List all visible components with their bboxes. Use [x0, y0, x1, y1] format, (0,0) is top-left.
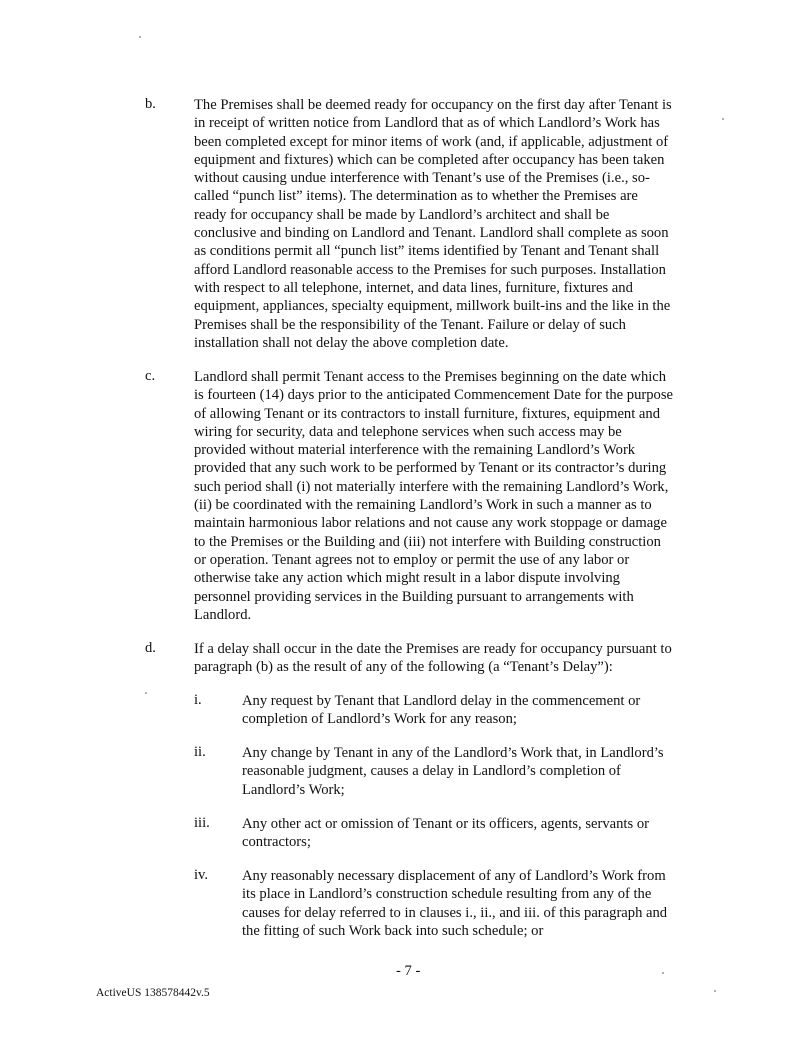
- text-line: equipment and fixtures) which can be completed after occupancy has been taken: [194, 151, 665, 168]
- text-line: If a delay shall occur in the date the Premises are ready for occupancy pursuant to: [194, 641, 672, 657]
- text-line: equipment, appliances, specialty equipment, millwork built-ins and the like in the: [194, 298, 671, 315]
- text-line: of allowing Tenant or its contractors to install furniture, fixtures, equipment and: [194, 405, 661, 422]
- text-line: (ii) be coordinated with the remaining Landlord’s Work in such a manner as to: [194, 497, 652, 514]
- text-line: in receipt of written notice from Landlord that as of which Landlord’s Work has: [194, 115, 660, 132]
- text-line: to the Premises or the Building and (iii) not interfere with Building construction: [194, 533, 661, 550]
- text-line: with respect to all telephone, internet, and data lines, furniture, fixtures and: [194, 279, 633, 296]
- subitem-text: [242, 867, 742, 940]
- scan-speck: [722, 118, 724, 120]
- text-line: conclusive and binding on Landlord and Tenant. Landlord shall complete as soon: [194, 225, 669, 242]
- scan-speck: [714, 990, 716, 992]
- text-line: Any request by Tenant that Landlord delay in the commencement or: [242, 693, 641, 709]
- text-line: without causing undue interference with Tenant’s use of the Premises (i.e., so-: [194, 170, 650, 187]
- text-line: Landlord’s Work;: [242, 781, 345, 798]
- text-line: installation shall not delay the above completion date.: [194, 334, 509, 351]
- subitem-text: [242, 744, 742, 799]
- text-line: causes for delay referred to in clauses i., ii., and iii. of this paragraph and: [242, 904, 668, 921]
- text-line: contractors;: [242, 834, 311, 851]
- text-line: personnel providing services in the Building pursuant to arrangements with: [194, 588, 634, 605]
- text-line: otherwise take any action which might result in a labor dispute involving: [194, 570, 620, 587]
- subitem-label: iii.: [194, 815, 210, 831]
- text-line: provided that any such work to be performed by Tenant or its contractor’s during: [194, 460, 667, 477]
- paragraph-text: [194, 96, 754, 352]
- text-line: such period shall (i) not materially interfere with the remaining Landlord’s Work,: [194, 478, 669, 495]
- text-line: or operation. Tenant agrees not to employ or permit the use of any labor or: [194, 551, 630, 568]
- text-line: ready for occupancy shall be made by Landlord’s architect and shall be: [194, 206, 610, 223]
- subitem-label: iv.: [194, 867, 209, 883]
- text-line: the fitting of such Work back into such schedule; or: [242, 922, 544, 939]
- text-line: paragraph (b) as the result of any of the following (a “Tenant’s Delay”):: [194, 659, 613, 676]
- text-line: Landlord shall permit Tenant access to the Premises beginning on the date which: [194, 369, 667, 385]
- text-line: been completed except for minor items of work (and, if applicable, adjustment of: [194, 133, 669, 150]
- text-line: provided without material interference with the remaining Landlord’s Work: [194, 442, 636, 459]
- text-line: Landlord.: [194, 606, 252, 623]
- subitem-text: [242, 815, 742, 852]
- text-line: The Premises shall be deemed ready for occupancy on the first day after Tenant is: [194, 97, 672, 113]
- scan-speck: [145, 692, 147, 694]
- text-line: its place in Landlord’s construction schedule resulting from any of the: [242, 886, 652, 903]
- text-line: Premises shall be the responsibility of the Tenant. Failure or delay of such: [194, 316, 626, 333]
- subitem-label: ii.: [194, 744, 206, 760]
- text-line: is fourteen (14) days prior to the anticipated Commencement Date for the purpose: [194, 387, 674, 404]
- text-line: called “punch list” items). The determination as to whether the Premises are: [194, 188, 638, 205]
- paragraph-label: c.: [145, 368, 156, 384]
- paragraph-label: d.: [145, 640, 156, 656]
- text-line: wiring for security, data and telephone services when such access may be: [194, 423, 622, 440]
- scan-speck: [139, 36, 141, 38]
- document-id: ActiveUS 138578442v.5: [96, 987, 210, 999]
- paragraph-label: b.: [145, 96, 156, 112]
- text-line: Any reasonably necessary displacement of any of Landlord’s Work from: [242, 868, 666, 884]
- text-line: completion of Landlord’s Work for any reason;: [242, 711, 517, 728]
- text-line: maintain harmonious labor relations and not cause any work stoppage or damage: [194, 515, 667, 532]
- text-line: Any change by Tenant in any of the Landlord’s Work that, in Landlord’s: [242, 745, 664, 761]
- text-line: reasonable judgment, causes a delay in Landlord’s completion of: [242, 763, 621, 780]
- text-line: afford Landlord reasonable access to the Premises for such purposes. Installation: [194, 261, 666, 278]
- text-line: as conditions permit all “punch list” items identified by Tenant and Tenant shall: [194, 243, 660, 260]
- paragraph-text: [194, 368, 754, 624]
- subitem-text: [242, 692, 742, 729]
- scan-speck: [662, 972, 664, 974]
- paragraph-text: [194, 640, 754, 677]
- page-number: - 7 -: [396, 963, 421, 979]
- subitem-label: i.: [194, 692, 202, 708]
- text-line: Any other act or omission of Tenant or its officers, agents, servants or: [242, 816, 649, 832]
